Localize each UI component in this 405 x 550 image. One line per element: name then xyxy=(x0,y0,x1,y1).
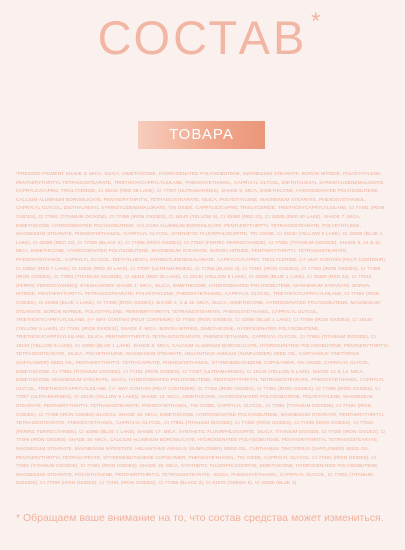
page-title-text: СОСТАВ xyxy=(97,11,308,64)
disclaimer-note: * Обращаем ваше внимание на то, что состав средства может измениться. xyxy=(16,512,384,524)
header xyxy=(0,8,405,64)
ingredients-text: *PRESSED PIGMENT SHADE 3: MICA, SILICA, DIMETHICONE, HYDROGENATED POLYISOBUTENE, MAGNESIUM STEARATE, BORON NITRIDE, POLYETHYLENE, PENTAERYTHRITYL TETRAISOSTEARATE, TRIETHOXYCAPRYLYLSILANE, PHENOXYETHANOL, CAPRYLYL GLYCOL, DIETHYLHEXYL SYRINGYLIDENEMALONATE, CAPRYLIC/CAPRIC TRIGLYCERIDE, CI 45410 (RED 28 LAKE), CI 77007 (ULTRAMARINES). SHADE 6: MICA, DIMETHICONE, HYDROGENATED POLYISOBUTENE, CALCIUM ALUMINUM BOROSILICATE, PENTAERYTHRITYL TETRAISOSTEARATE, SILICA, POLYETHYLENE, MAGNESIUM STEARATE, PHENOXYETHANOL, CAPRYLYL GLYCOL, DIETHYLHEXYL SYRINGYLIDENEMALONATE, TIN OXIDE, CAPRYLIC/CAPRIC TRIGLYCERIDE, TRIETHOXYCAPRYLYLSILANE, CI 77491 (IRON OXIDES), CI 77891 (TITANIUM DIOXIDE), CI 77499 (IRON OXIDES), CI 19140 (YELLOW 5), CI 45380 (RED 22), CI 16035 (RED 40 LAKE). SHADE 7: MICA, DIMETHICONE, HYDROGENATED POLYISOBUTENE, CALCIUM ALUMINUM BOROSILICATE, PENTAERYTHRITYL TETRAISOSTEARATE, POLYETHYLENE, MAGNESIUM STEARATE, PHENOXYETHANOL, CAPRYLYL GLYCOL, SYNTHETIC FLUORPHLOGOPITE, TIN OXIDE, CI 19140 (YELLOW 5 LAKE), CI 42090 (BLUE 1 LAKE), CI 45380 (RED 22), CI 77266 (BLACK 2), CI 77499 (IRON OXIDES), CI 77510 (FERRIC FERROCYANIDE), CI 77891 (TITANIUM DIOXIDE). SHADE 8, 10 & 11: MICA, DIMETHICONE, HYDROGENATED POLYISOBUTENE, MAGNESIUM STEARATE, BORON NITRIDE, PENTAERYTHRITYL TETRAISOSTEARATE, PHENOXYETHANOL, CAPRYLYL GLYCOL, DIETHYLHEXYL SYRINGYLIDENEMALONATE, CAPRYLIC/CAPRIC TRIGLYCERIDE. [+/- MAY CONTAIN (PEUT CONTENIR): CI 15850 (RED 7 LAKE), CI 16035 (RED 40 LAKE), CI 77007 (ULTRAMARINES), CI 77266 (BLACK 2), CI 77491 (IRON OXIDES), CI 77492 (IRON OXIDES), CI 77499 (IRON OXIDES), CI 77891 (TITANIUM DIOXIDE), CI 45410 (RED 28 LAKE), CI 19140 (YELLOW 5 LAKE), CI 42090 (BLUE 1 LAKE), CI 45380 (RED 22), CI 77510 (FERRIC FERROCYANIDE)]. EYESHADOWS SHADE 1: MICA, SILICA, DIMETHICONE, HYDROGENATED POLYISOBUTENE, MAGNESIUM STEARATE, BORON NITRIDE, PENTAERYTHRITYL TETRAISOSTEARATE, POLYETHYLENE, PHENOXYETHANOL, CAPRYLYL GLYCOL, TRIETHOXYCAPRYLYLSILANE, CI 77492 (IRON OXIDES), CI 42090 (BLUE 1 LAKE), CI 77499 (IRON OXIDES). SHADE 2, 3 & 11: MICA, SILICA, DIMETHICONE, HYDROGENATED POLYISOBUTENE, MAGNESIUM STEARATE, BORON NITRIDE, POLYETHYLENE, PENTAERYTHRITYL TETRAISOSTEARATE, PHENOXYETHANOL, CAPRYLYL GLYCOL, TRIETHOXYCAPRYLYLSILANE. [+/- MAY CONTAIN (PEUT CONTENIR): CI 77492 (IRON OXIDES), CI 42090 (BLUE 1 LAKE), CI 77499 (IRON OXIDES), CI 19140 (YELLOW 5 LAKE), CI 77491 (IRON OXIDES)]. SHADE 4: MICA, BORON NITRIDE, DIMETHICONE, HYDROGENATED POLYISOBUTENE, TRIETHOXYCAPRYLYLSILANE, SILICA, PENTAERYTHRITYL TETRAISOSTEARATE, PHENOXYETHANOL, CAPRYLYL GLYCOL, CI 77891 (TITANIUM DIOXIDE), CI 19140 (YELLOW 5 LAKE), CI 42090 (BLUE 1 LAKE). SHADE 5: MICA, CALCIUM ALUMINUM BOROSILICATE, HYDROGENATED POLYISOBUTENE, PENTAERYTHRITYL TETRAISOSTEARATE, SILICA, POLYETHYLENE, MAGNESIUM STEARATE, HELIANTHUS ANNUUS (SUNFLOWER) SEED OIL, CARTHAMUS TINCTORIUS (SAFFLOWER) SEED OIL, PENTAERYTHRITYL TETRACAPRATE, PHENOXYETHANOL, STYRENE/BUTADIENE COPOLYMER, TIN OXIDE, CAPRYLYL GLYCOL, DIMETHICONE, CI 77891 (TITANIUM DIOXIDE), CI 77491 (IRON OXIDES), CI 77007 (ULTRAMARINES), CI 19140 (YELLOW 5 LAKE). SHADE 12 & 14: MICA, DIMETHICONE, MAGNESIUM STEARATE, SILICA, HYDROGENATED POLYISOBUTENE, PENTAERYTHRITYL TETRAISOSTEARATE, PHENOXYETHANOL, CAPRYLYL GLYCOL, TRIETHOXYCAPRYLYLSILANE. [+/- MAY CONTAIN (PEUT CONTENIR): CI 77492 (IRON OXIDES), CI 77491 (IRON OXIDES), CI 77499 (IRON OXIDES), CI 77007 (ULTRAMARINES), CI 19140 (YELLOW 5 LAKE)]. SHADE 13: MICA, DIMETHICONE, HYDROGENATED POLYISOBUTENE, POLYETHYLENE, MAGNESIUM STEARATE, PENTAERYTHRITYL TETRAISOSTEARATE, PHENOXYETHANOL, TIN OXIDE, CAPRYLYL GLYCOL, CI 77891 (TITANIUM DIOXIDE), CI 77491 (IRON OXIDES), CI 77499 (IRON OXIDES) BLOCKS. SHADE 15: MICA, DIMETHICONE, HYDROGENATED POLYISOBUTENE, MAGNESIUM STEARATE, PENTAERYTHRITYL TETRAISOSTEARATE, PHENOXYETHANOL, CAPRYLYL GLYCOL, CI 77891 (TITANIUM DIOXIDE), CI 77492 (IRON OXIDES), CI 77499 (IRON OXIDES), CI 77510 (FERRIC FERROCYANIDE), CI 42090 (BLUE 1 LAKE). SHADE 17: MICA, SYNTHETIC FLUORPHLOGOPITE, SILICA, TITANIUM DIOXIDE, CI 77492 (IRON OXIDES), CI 77499 (IRON OXIDES). SHADE 16: MICA, CALCIUM ALUMINUM BOROSILICATE, HYDROGENATED POLYISOBUTENE, PENTAERYTHRITYL TETRAISOSTEARATE, MAGNESIUM STEARATE, MAGNESIUM MYRISTATE, HELIANTHUS ANNUUS (SUNFLOWER) SEED OIL, CARTHAMUS TINCTORIUS (SAFFLOWER) SEED OIL, PENTAERYTHRITYL TETRACAPRATE, STYRENE/BUTADIENE COPOLYMER, PHENOXYETHANOL, TIN OXIDE, CAPRYLYL GLYCOL, CI 77491 (IRON OXIDES), CI 77891 (TITANIUM DIOXIDE), CI 77491 (IRON OXIDES). SHADE 18: MICA, SYNTHETIC FLUORPHLOGOPITE, DIMETHICONE, HYDROGENATED POLYISOBUTENE, MAGNESIUM STEARATE, POLYETHYLENE, PENTAERYTHRITYL TETRAISOSTEARATE, SILICA, PHENOXYETHANOL, CAPRYLYL GLYCOL, CI 77891 (TITANIUM DIOXIDE), CI 77499 (IRON OXIDES), CI 77491 (IRON OXIDES), CI 77266 (BLACK 2), CI 61570 (GREEN 5), CI 42090 (BLUE 1). xyxy=(16,172,389,487)
page-title xyxy=(97,8,324,64)
title-asterisk: * xyxy=(311,8,324,35)
section-badge: ТОВАРА xyxy=(138,121,265,149)
